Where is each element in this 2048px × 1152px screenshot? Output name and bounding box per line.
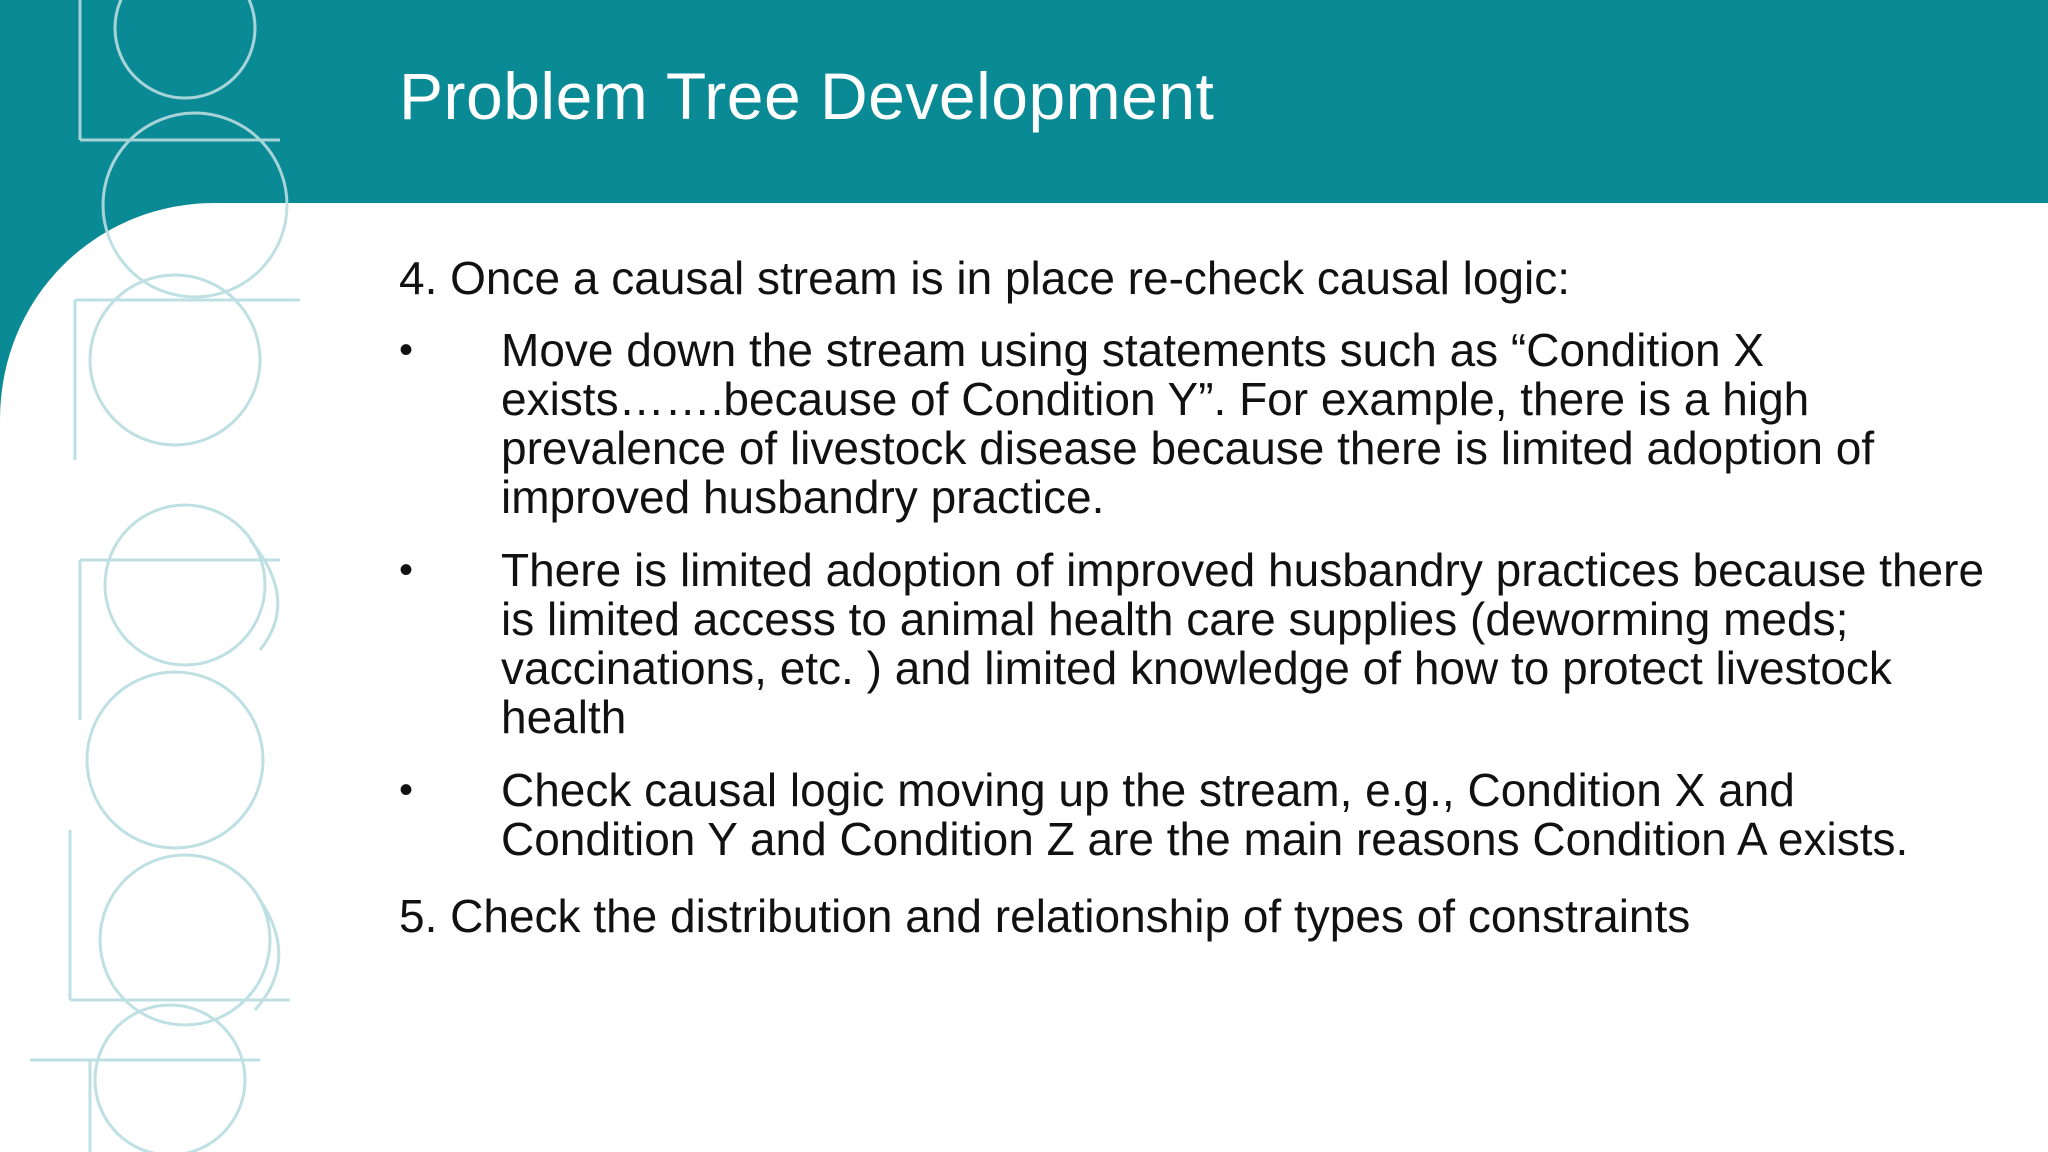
slide-body <box>399 250 1999 944</box>
bullet-icon: • <box>399 768 414 812</box>
bullet-list <box>399 326 1999 864</box>
bullet-text: There is limited adoption of improved husbandry practices because there is limited access to animal health care supplies (deworming meds; vaccinations, etc. ) and limited knowledge of how to protect livestock health <box>501 544 1985 743</box>
bullet-text: Check causal logic moving up the stream, e.g., Condition X and Condition Y and Condition Z are the main reasons Condition A exists. <box>501 764 1909 865</box>
step-5-text: 5. Check the distribution and relationship of types of constraints <box>399 890 1691 942</box>
step-4-text: 4. Once a causal stream is in place re-check causal logic: <box>399 252 1570 304</box>
bullet-icon: • <box>399 548 414 592</box>
bullet-text: Move down the stream using statements such as “Condition X exists…….because of Condition Y”. For example, there is a high prevalence of livestock disease because there is limited adoption of improved husbandry practice. <box>501 324 1875 523</box>
slide-title: Problem Tree Development <box>399 59 1215 133</box>
bullet-item-2 <box>399 546 1999 742</box>
bullet-item-3 <box>399 766 1999 864</box>
bullet-item-1 <box>399 326 1999 522</box>
bullet-icon: • <box>399 328 414 372</box>
